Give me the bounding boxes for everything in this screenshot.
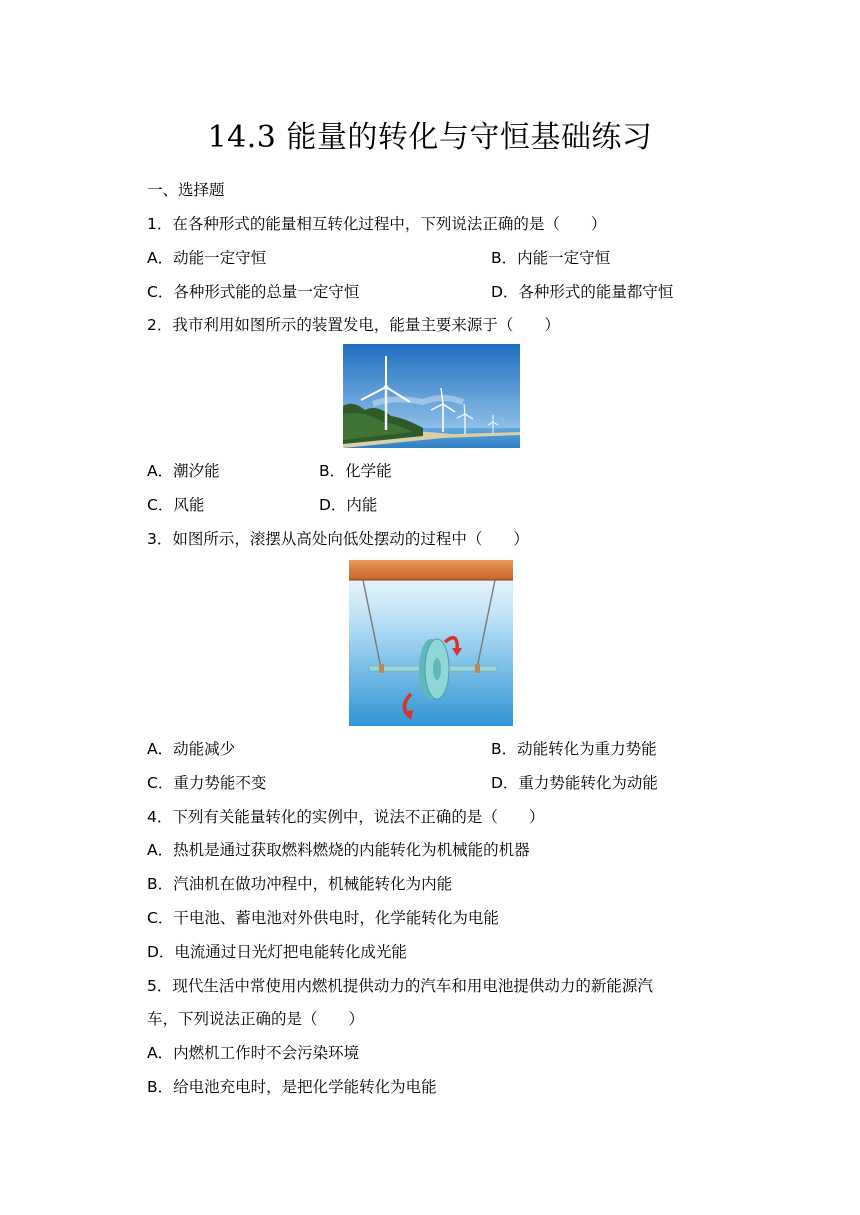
q4-option-a: A．热机是通过获取燃料燃烧的内能转化为机械能的机器 xyxy=(147,841,530,859)
wind-turbine-figure xyxy=(343,344,520,448)
q4-option-b: B．汽油机在做功冲程中，机械能转化为内能 xyxy=(147,875,453,893)
q1-option-a: A．动能一定守恒 xyxy=(147,249,267,267)
q3-option-d: D．重力势能转化为动能 xyxy=(491,774,658,792)
q3-option-b: B．动能转化为重力势能 xyxy=(491,740,657,758)
question-5-stem-line-2: 车，下列说法正确的是（ ） xyxy=(147,1010,365,1028)
q2-option-a: A．潮汐能 xyxy=(147,462,220,480)
q3-option-c: C．重力势能不变 xyxy=(147,774,267,792)
q4-option-c: C．干电池、蓄电池对外供电时，化学能转化为电能 xyxy=(147,909,499,927)
q1-option-b: B．内能一定守恒 xyxy=(491,249,611,267)
q4-option-d: D．电流通过日光灯把电能转化成光能 xyxy=(147,943,407,961)
section-heading: 一、选择题 xyxy=(147,181,225,199)
page-title: 14.3 能量的转化与守恒基础练习 xyxy=(207,120,653,155)
question-5-stem-line-1: 5．现代生活中常使用内燃机提供动力的汽车和用电池提供动力的新能源汽 xyxy=(147,977,653,995)
q5-option-a: A．内燃机工作时不会污染环境 xyxy=(147,1044,360,1062)
q3-option-a: A．动能减少 xyxy=(147,740,236,758)
q5-option-b: B．给电池充电时，是把化学能转化为电能 xyxy=(147,1078,437,1096)
question-4-stem: 4．下列有关能量转化的实例中，说法不正确的是（ ） xyxy=(147,808,545,826)
question-3-stem: 3．如图所示，滚摆从高处向低处摆动的过程中（ ） xyxy=(147,530,529,548)
q2-option-d: D．内能 xyxy=(319,496,378,514)
q1-option-d: D．各种形式的能量都守恒 xyxy=(491,283,674,301)
question-2-stem: 2．我市利用如图所示的装置发电，能量主要来源于（ ） xyxy=(147,316,560,334)
q2-option-b: B．化学能 xyxy=(319,462,392,480)
q1-option-c: C．各种形式能的总量一定守恒 xyxy=(147,283,360,301)
pendulum-figure xyxy=(349,556,513,726)
question-1-stem: 1．在各种形式的能量相互转化过程中，下列说法正确的是（ ） xyxy=(147,215,607,233)
q2-option-c: C．风能 xyxy=(147,496,205,514)
